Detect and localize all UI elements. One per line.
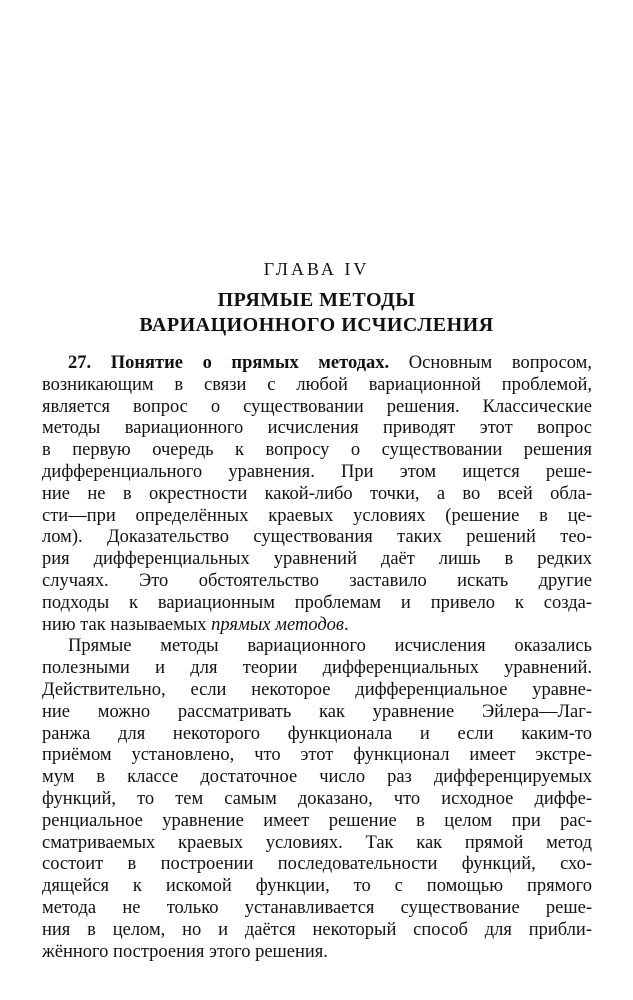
paragraph-1-line: методы вариационного исчисления приводят этот вопрос: [42, 418, 592, 439]
paragraph-2-line: ранжа для некоторого функционала и если каким-то: [42, 723, 592, 744]
paragraph-1-line: дифференциального уравнения. При этом ищется реше-: [42, 461, 592, 482]
paragraph-2-line: полезными и для теории дифференциальных уравнений.: [42, 658, 592, 679]
paragraph-2-line: дящейся к искомой функции, то с помощью прямого: [42, 876, 592, 897]
section-body: [42, 353, 592, 963]
paragraph-2-line: ренциальное уравнение имеет решение в целом при рас-: [42, 810, 592, 831]
paragraph-1-last-text: нию так называемых: [42, 614, 207, 635]
chapter-title: [0, 288, 633, 338]
chapter-title-line-1: ПРЯМЫЕ МЕТОДЫ: [217, 289, 416, 311]
paragraph-1-line: рия дифференциальных уравнений даёт лишь в редких: [42, 549, 592, 570]
section-heading: 27. Понятие о прямых методах.: [68, 353, 390, 373]
paragraph-1-line: является вопрос о существовании решения. Классические: [42, 396, 592, 417]
paragraph-1-line: сти—при определённых краевых условиях (решение в це-: [42, 505, 592, 526]
paragraph-1-line: лом). Доказательство существования таких решений тео-: [42, 527, 592, 548]
paragraph-1-last-line: [42, 615, 592, 637]
paragraph-2-last-line: жённого построения этого решения.: [42, 941, 328, 962]
paragraph-2-line: мум в классе достаточное число раз дифференцируемых: [42, 767, 592, 788]
paragraph-2-line: ние можно рассматривать как уравнение Эйлера—Лаг-: [42, 701, 592, 722]
paragraph-1-line: случаях. Это обстоятельство заставило искать другие: [42, 570, 592, 591]
paragraph-2-line: сматриваемых краевых условиях. Так как прямой метод: [42, 832, 592, 853]
paragraph-1-line: возникающим в связи с любой вариационной проблемой,: [42, 374, 592, 395]
paragraph-2-line: Действительно, если некоторое дифференциальное уравне-: [42, 679, 592, 700]
paragraph-1-period: .: [343, 614, 349, 635]
paragraph-2-line: состоит в построении последовательности функций, схо-: [42, 854, 592, 875]
paragraph-1-line: в первую очередь к вопросу о существовании решения: [42, 440, 592, 461]
paragraph-1-line-1: [42, 353, 592, 375]
paragraph-2-line: функций, то тем самым доказано, что исходное диффе-: [42, 788, 592, 809]
paragraph-1-first-line-text: Основным вопросом,: [408, 353, 593, 373]
paragraph-2-line: приёмом установлено, что этот функционал имеет экстре-: [42, 745, 592, 766]
paragraph-2-line: метода не только устанавливается существование реше-: [42, 897, 592, 918]
direct-methods-term: прямых методов: [211, 614, 344, 635]
chapter-label: ГЛАВА IV: [263, 259, 370, 279]
paragraph-1-line: ние не в окрестности какой-либо точки, а во всей обла-: [42, 483, 592, 504]
paragraph-1-line: подходы к вариационным проблемам и привело к созда-: [42, 592, 592, 613]
paragraph-2-line: ния в целом, но и даётся некоторый способ для прибли-: [42, 919, 592, 940]
chapter-title-line-2: ВАРИАЦИОННОГО ИСЧИСЛЕНИЯ: [139, 314, 494, 336]
paragraph-2-line: Прямые методы вариационного исчисления оказались: [68, 636, 592, 657]
